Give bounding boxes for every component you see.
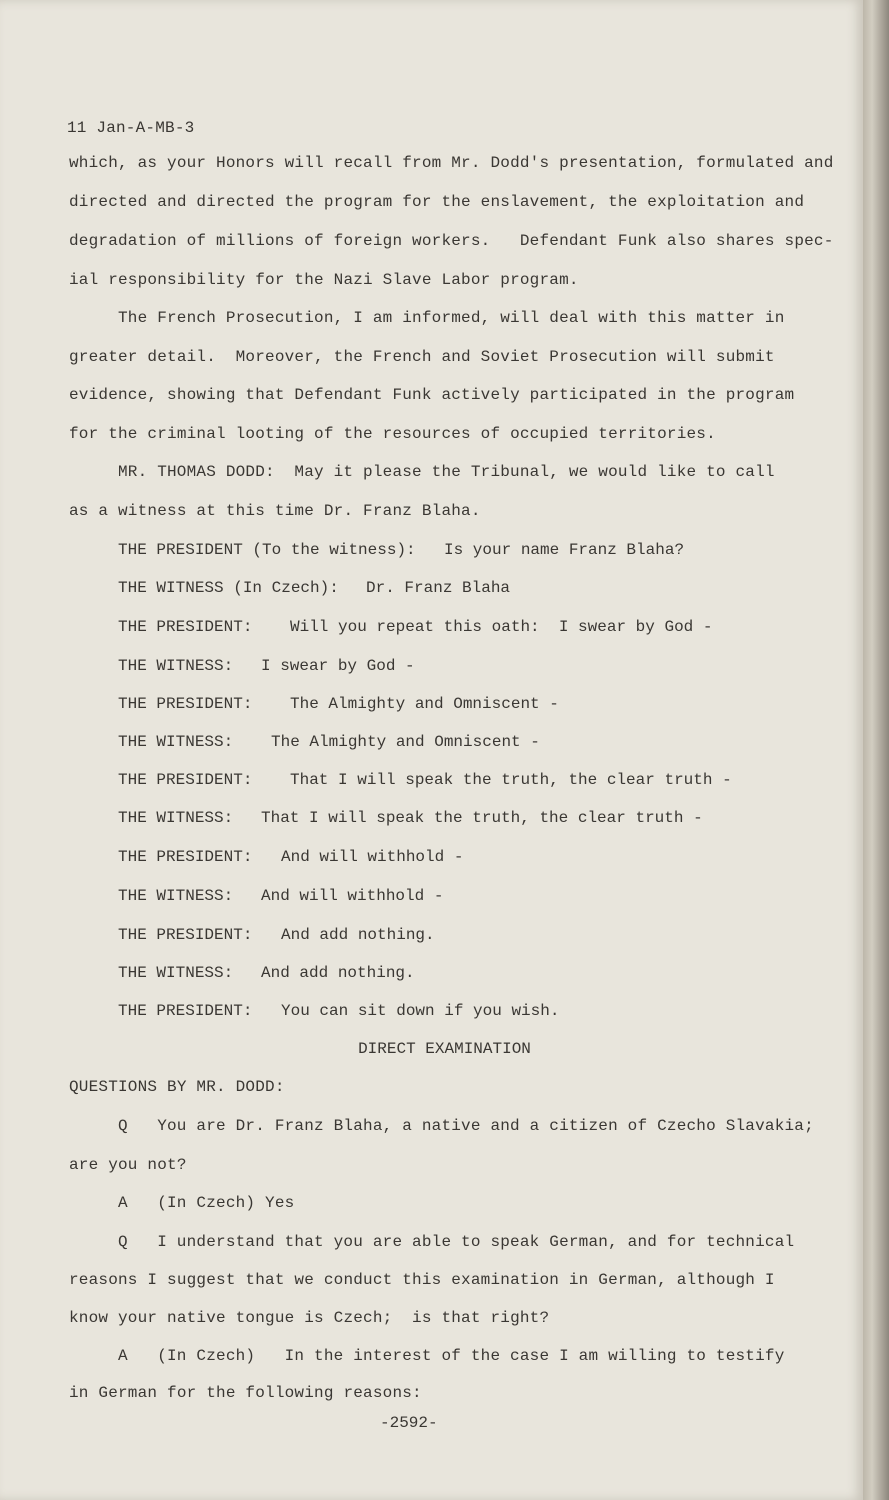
exam-line: A (In Czech) In the interest of the case I am willing to testify (118, 1347, 785, 1365)
exam-line: know your native tongue is Czech; is that right? (69, 1309, 550, 1327)
body-line: The French Prosecution, I am informed, will deal with this matter in (118, 309, 785, 327)
speaker-label: THE PRESIDENT: (118, 771, 253, 789)
speaker-label: THE WITNESS: (118, 887, 234, 905)
exam-line: are you not? (69, 1156, 187, 1174)
page-number: -2592- (380, 1414, 438, 1432)
speaker-label: THE WITNESS: (118, 964, 234, 982)
dialogue-text: Dr. Franz Blaha (366, 579, 511, 597)
body-line: MR. THOMAS DODD: May it please the Tribunal, we would like to call (118, 463, 775, 481)
body-line: evidence, showing that Defendant Funk actively participated in the program (69, 386, 795, 404)
dialogue-text: The Almighty and Omniscent - (290, 695, 559, 713)
speaker-label: THE WITNESS: (118, 733, 234, 751)
exam-line: Q You are Dr. Franz Blaha, a native and a citizen of Czecho Slavakia; (118, 1117, 814, 1135)
speaker-label: THE PRESIDENT: (118, 618, 253, 636)
speaker-label: THE PRESIDENT: (118, 848, 253, 866)
dialogue-text: I swear by God - (261, 657, 415, 675)
exam-line: Q I understand that you are able to speak German, and for technical (118, 1233, 795, 1251)
dialogue-text: Will you repeat this oath: I swear by God - (290, 618, 713, 636)
exam-line: reasons I suggest that we conduct this examination in German, although I (69, 1271, 775, 1289)
speaker-label: THE WITNESS: (118, 809, 234, 827)
dialogue-text: That I will speak the truth, the clear truth - (261, 809, 703, 827)
page-edge (863, 0, 889, 1500)
exam-line: in German for the following reasons: (69, 1384, 422, 1402)
dialogue-text: Is your name Franz Blaha? (444, 541, 685, 559)
speaker-label: THE PRESIDENT: (118, 1002, 253, 1020)
page-reference: 11 Jan-A-MB-3 (67, 119, 195, 137)
dialogue-text: That I will speak the truth, the clear truth - (290, 771, 732, 789)
dialogue-text: The Almighty and Omniscent - (271, 733, 540, 751)
body-line: directed and directed the program for the enslavement, the exploitation and (69, 193, 805, 211)
speaker-label: THE PRESIDENT (To the witness): (118, 541, 416, 559)
speaker-label: THE WITNESS: (118, 657, 234, 675)
dialogue-text: And will withhold - (261, 887, 444, 905)
body-line: which, as your Honors will recall from Mr. Dodd's presentation, formulated and (69, 154, 834, 172)
body-line: greater detail. Moreover, the French and Soviet Prosecution will submit (69, 348, 775, 366)
body-line: as a witness at this time Dr. Franz Blaha. (69, 502, 481, 520)
body-line: for the criminal looting of the resources of occupied territories. (69, 425, 716, 443)
exam-line: A (In Czech) Yes (118, 1194, 295, 1212)
questions-by-label: QUESTIONS BY MR. DODD: (69, 1078, 285, 1096)
dialogue-text: And add nothing. (261, 964, 415, 982)
speaker-label: THE WITNESS (In Czech): (118, 579, 339, 597)
speaker-label: THE PRESIDENT: (118, 926, 253, 944)
section-title: DIRECT EXAMINATION (358, 1040, 531, 1058)
dialogue-text: And will withhold - (281, 848, 464, 866)
dialogue-text: And add nothing. (281, 926, 435, 944)
speaker-label: THE PRESIDENT: (118, 695, 253, 713)
dialogue-text: You can sit down if you wish. (281, 1002, 560, 1020)
body-line: degradation of millions of foreign workers. Defendant Funk also shares spec- (69, 232, 834, 250)
body-line: ial responsibility for the Nazi Slave Labor program. (69, 271, 579, 289)
